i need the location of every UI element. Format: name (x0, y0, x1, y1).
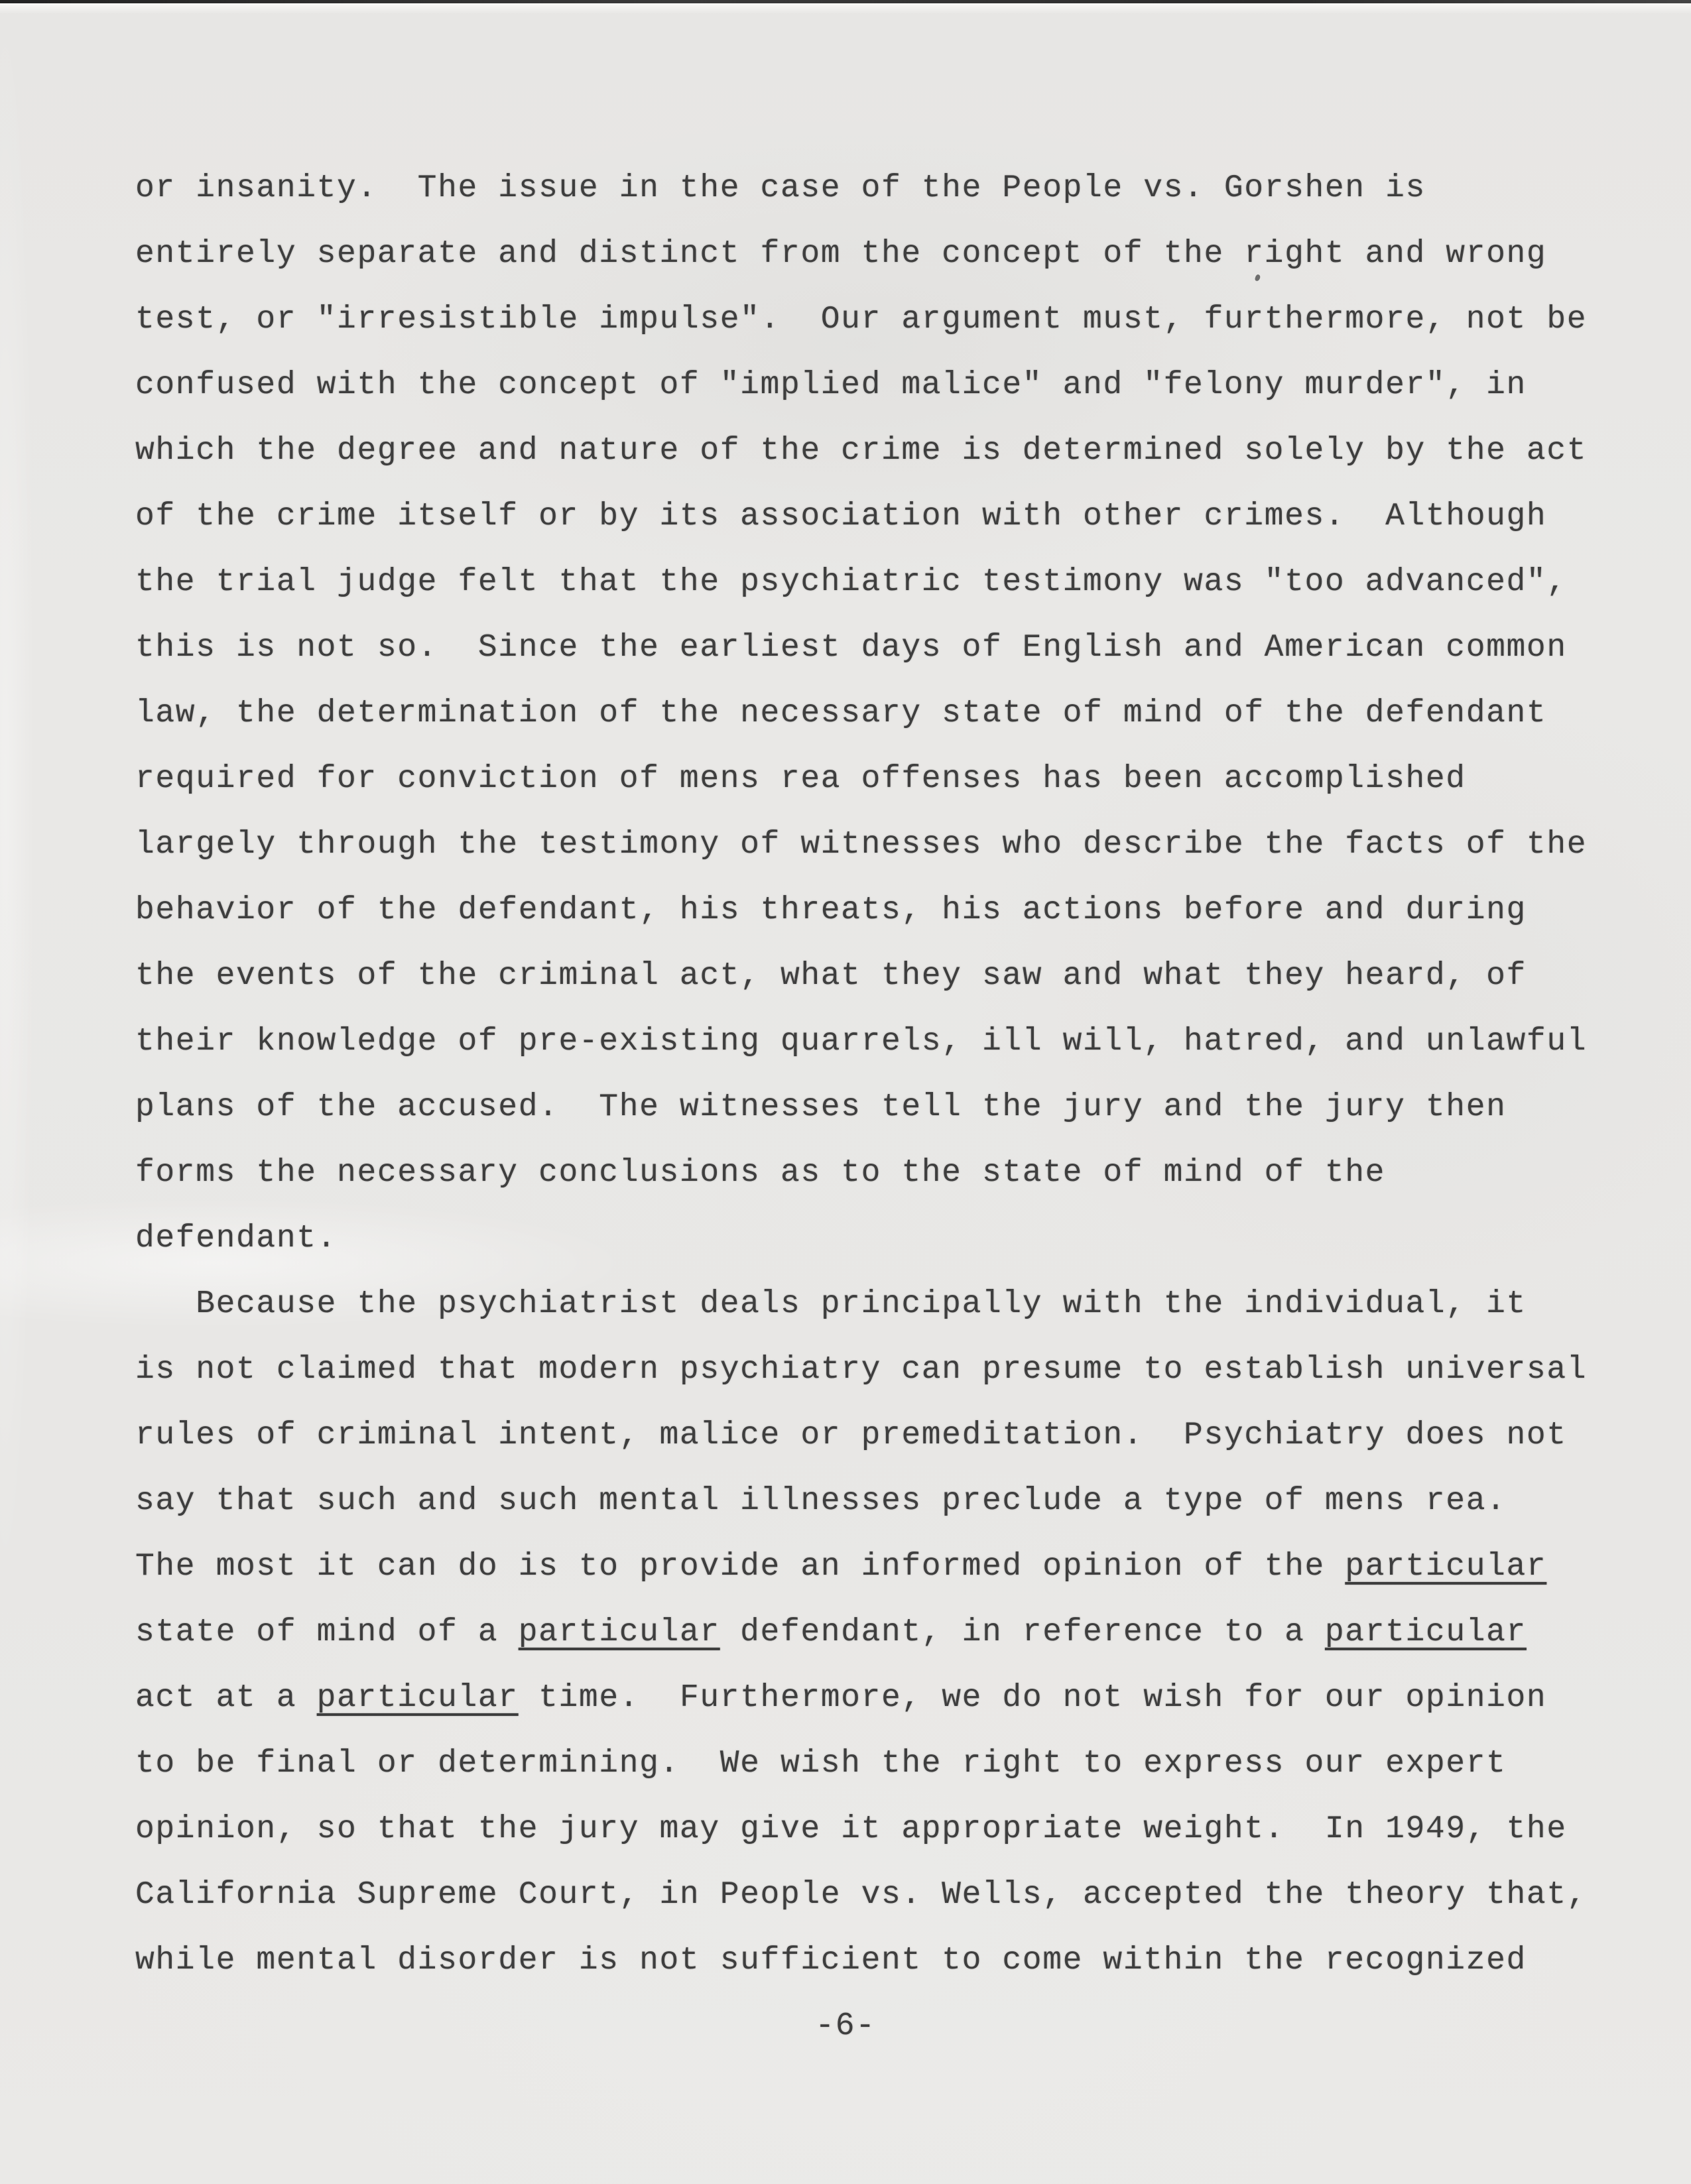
text-segment: opinion, so that the jury may give it appropriate weight. In 1949, the (135, 1811, 1567, 1847)
text-segment: largely through the testimony of witnesses who describe the facts of the (135, 827, 1588, 863)
text-segment: forms the necessary conclusions as to the state of mind of the (135, 1155, 1386, 1191)
document-line (135, 681, 1627, 747)
text-segment: test, or "irresistible impulse". Our argument must, furthermore, not be (135, 302, 1588, 337)
text-segment: which the degree and nature of the crime is determined solely by the act (135, 433, 1588, 469)
document-line (135, 353, 1627, 418)
text-segment: say that such and such mental illnesses preclude a type of mens rea. (135, 1483, 1507, 1519)
text-segment: law, the determination of the necessary state of mind of the defendant (135, 696, 1547, 731)
document-line (135, 550, 1627, 615)
text-segment: state of mind of a (135, 1614, 519, 1650)
text-segment: their knowledge of pre-existing quarrels, ill will, hatred, and unlawful (135, 1024, 1588, 1060)
text-segment: or insanity. The issue in the case of the People vs. Gorshen is (135, 170, 1426, 206)
document-line (135, 943, 1627, 1009)
text-segment: California Supreme Court, in People vs. Wells, accepted the theory that, (135, 1877, 1588, 1913)
document-line (135, 1075, 1627, 1140)
document-line (135, 1403, 1627, 1469)
scan-top-edge-glow (0, 3, 1691, 14)
document-line (135, 1862, 1627, 1928)
text-segment: time. Furthermore, we do not wish for our opinion (518, 1680, 1547, 1716)
document-line (135, 747, 1627, 812)
text-segment: the trial judge felt that the psychiatric testimony was "too advanced", (135, 564, 1567, 600)
document-line (135, 615, 1627, 681)
text-segment: act at a (135, 1680, 317, 1716)
document-line (135, 418, 1627, 484)
text-segment: defendant, in reference to a (720, 1614, 1325, 1650)
document-line (135, 1666, 1627, 1731)
text-segment: The most it can do is to provide an informed opinion of the (135, 1549, 1346, 1585)
underlined-word: particular (316, 1680, 519, 1716)
text-segment: plans of the accused. The witnesses tell the jury and the jury then (135, 1089, 1507, 1125)
document-line (135, 1797, 1627, 1862)
document-line (135, 1337, 1627, 1403)
text-segment: defendant. (135, 1221, 338, 1256)
page-number: -6- (815, 2008, 876, 2044)
document-line (135, 1272, 1627, 1337)
document-line (135, 1009, 1627, 1075)
document-line (135, 1534, 1627, 1600)
document-line (135, 1206, 1627, 1272)
text-segment: Because the psychiatrist deals principally with the individual, it (135, 1286, 1527, 1322)
text-segment: confused with the concept of "implied malice" and "felony murder", in (135, 367, 1527, 403)
document-line (135, 1731, 1627, 1797)
text-segment: is not claimed that modern psychiatry can presume to establish universal (135, 1352, 1588, 1388)
underlined-word: particular (1345, 1549, 1547, 1585)
text-segment: to be final or determining. We wish the right to express our expert (135, 1746, 1507, 1782)
document-text (135, 156, 1627, 1994)
document-line (135, 156, 1627, 221)
text-segment: the events of the criminal act, what they saw and what they heard, of (135, 958, 1527, 994)
text-segment: while mental disorder is not sufficient to come within the recognized (135, 1943, 1527, 1978)
underlined-word: particular (1324, 1614, 1527, 1650)
text-segment: behavior of the defendant, his threats, his actions before and during (135, 892, 1527, 928)
text-segment: required for conviction of mens rea offenses has been accomplished (135, 761, 1466, 797)
text-segment: this is not so. Since the earliest days of English and American common (135, 630, 1567, 666)
document-line (135, 287, 1627, 353)
text-segment: entirely separate and distinct from the concept of the right and wrong (135, 236, 1547, 272)
document-line (135, 1600, 1627, 1666)
document-line (135, 1469, 1627, 1534)
document-line (135, 1928, 1627, 1994)
document-line (135, 1140, 1627, 1206)
document-line (135, 484, 1627, 550)
document-line (135, 878, 1627, 943)
underlined-word: particular (518, 1614, 720, 1650)
text-segment: of the crime itself or by its association with other crimes. Although (135, 499, 1547, 534)
text-segment: rules of criminal intent, malice or premeditation. Psychiatry does not (135, 1418, 1567, 1453)
document-line (135, 812, 1627, 878)
document-line (135, 221, 1627, 287)
